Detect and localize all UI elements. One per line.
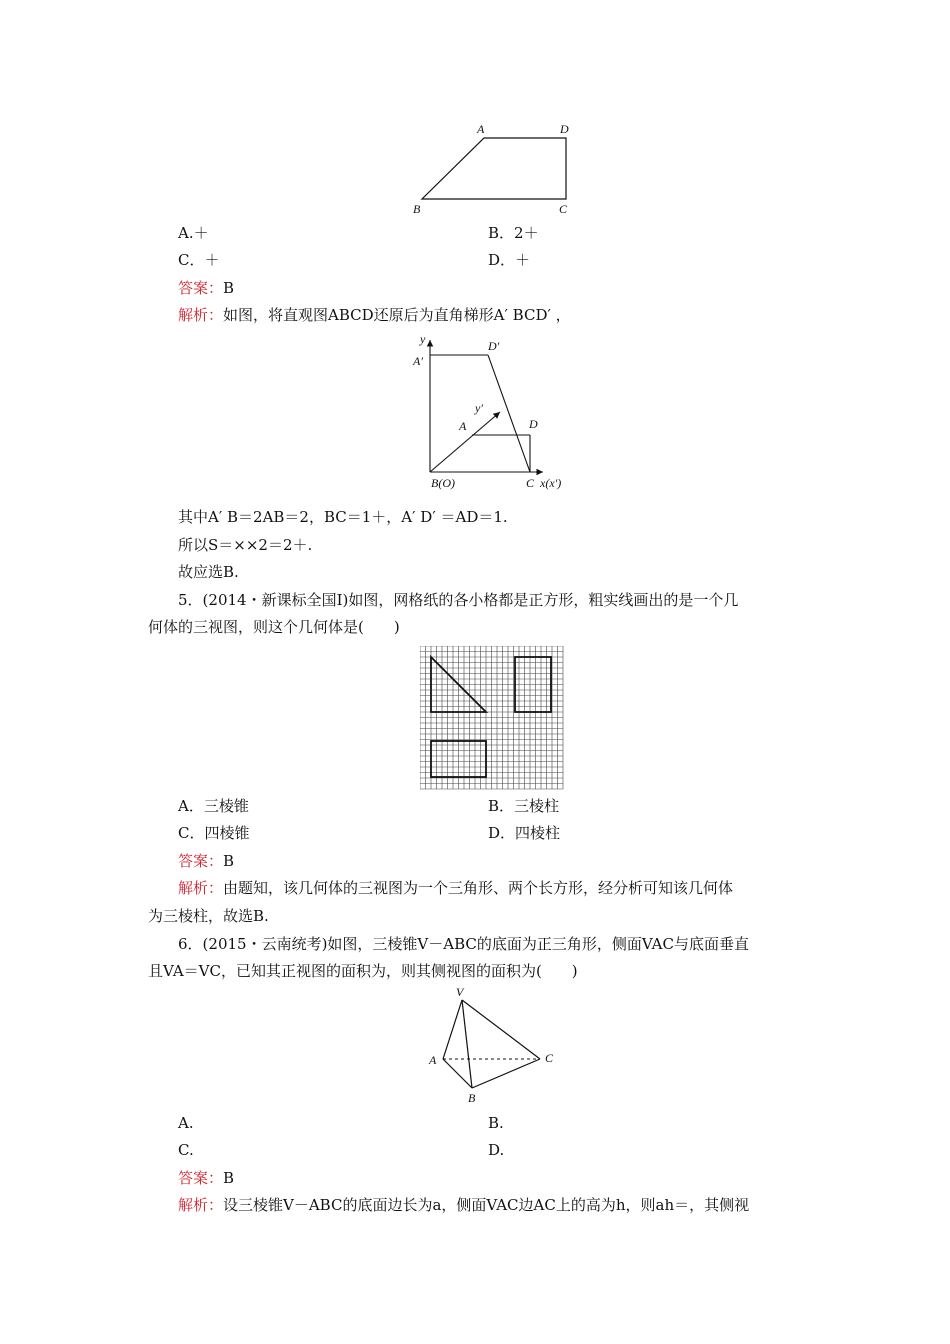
q4-option-a: A.＋ — [178, 224, 209, 242]
q5-stem-1: 5．(2014・新课标全国Ⅰ)如图，网格纸的各小格都是正方形，粗实线画出的是一个几 — [178, 591, 739, 609]
q5-option-a: A．三棱锥 — [178, 797, 249, 815]
q6-stem-2: 且VA＝VC，已知其正视图的面积为，则其侧视图的面积为( ) — [148, 962, 578, 980]
analysis-text: 如图，将直观图ABCD还原后为直角梯形A′ BCD′ ， — [223, 306, 571, 324]
label-a-prime: A′ — [413, 354, 423, 368]
q6-option-b: B. — [488, 1114, 504, 1132]
answer-value: B — [223, 1169, 235, 1187]
q5-option-c: C．四棱锥 — [178, 824, 250, 842]
q4-analysis — [178, 305, 571, 325]
label-x: x(x′) — [540, 476, 562, 490]
q5-analysis-2: 为三棱柱，故选B. — [148, 907, 269, 925]
q4-answer — [178, 278, 234, 298]
label-v: V — [456, 985, 464, 999]
q4-text-1: 其中A′ B＝2AB＝2，BC＝1＋，A′ D′ ＝AD＝1. — [178, 508, 508, 526]
label-d-prime: D′ — [488, 339, 500, 353]
pyramid-figure — [420, 985, 565, 1110]
q4-option-c: C．＋ — [178, 251, 220, 269]
q6-option-c: C. — [178, 1141, 194, 1159]
label-d: D — [529, 417, 538, 431]
answer-value: B — [223, 852, 235, 870]
q5-answer — [178, 851, 234, 871]
answer-value: B — [223, 279, 235, 297]
analysis-text: 由题知，该几何体的三视图为一个三角形、两个长方形，经分析可知该几何体 — [223, 879, 734, 897]
three-view-grid-figure — [420, 646, 565, 791]
label-d: D — [560, 122, 569, 136]
label-c: C — [545, 1051, 554, 1065]
analysis-label: 解析： — [178, 879, 224, 897]
label-y: y — [420, 332, 426, 346]
label-b: B — [413, 202, 421, 216]
answer-label: 答案： — [178, 279, 224, 297]
label-b-o: B(O) — [431, 476, 455, 490]
q6-answer — [178, 1168, 234, 1188]
q4-option-b: B．2＋ — [488, 224, 539, 242]
q5-stem-2: 何体的三视图，则这个几何体是( ) — [148, 618, 400, 636]
q5-option-b: B．三棱柱 — [488, 797, 560, 815]
answer-label: 答案： — [178, 852, 224, 870]
q5-analysis-1 — [178, 878, 733, 898]
label-a: A — [459, 419, 467, 433]
q4-text-2: 所以S＝××2＝2＋. — [178, 536, 313, 554]
label-c: C — [559, 202, 568, 216]
label-c: C — [526, 476, 535, 490]
label-a: A — [477, 122, 485, 136]
analysis-label: 解析： — [178, 1196, 224, 1214]
label-y-prime: y′ — [475, 401, 483, 415]
q6-analysis — [178, 1195, 749, 1215]
analysis-label: 解析： — [178, 306, 224, 324]
q6-option-a: A. — [178, 1114, 194, 1132]
analysis-text: 设三棱锥V－ABC的底面边长为a，侧面VAC边AC上的高为h，则ah＝，其侧视 — [223, 1196, 750, 1214]
answer-label: 答案： — [178, 1169, 224, 1187]
q4-text-3: 故应选B. — [178, 563, 239, 581]
trapezoid-figure — [400, 115, 590, 220]
label-b: B — [468, 1091, 476, 1105]
q4-option-d: D．＋ — [488, 251, 531, 269]
q6-stem-1: 6．(2015・云南统考)如图，三棱锥V－ABC的底面为正三角形，侧面VAC与底面垂直 — [178, 935, 749, 953]
q5-option-d: D．四棱柱 — [488, 824, 561, 842]
label-a: A — [429, 1053, 437, 1067]
restored-trapezoid-figure — [405, 330, 585, 495]
q6-option-d: D. — [488, 1141, 505, 1159]
